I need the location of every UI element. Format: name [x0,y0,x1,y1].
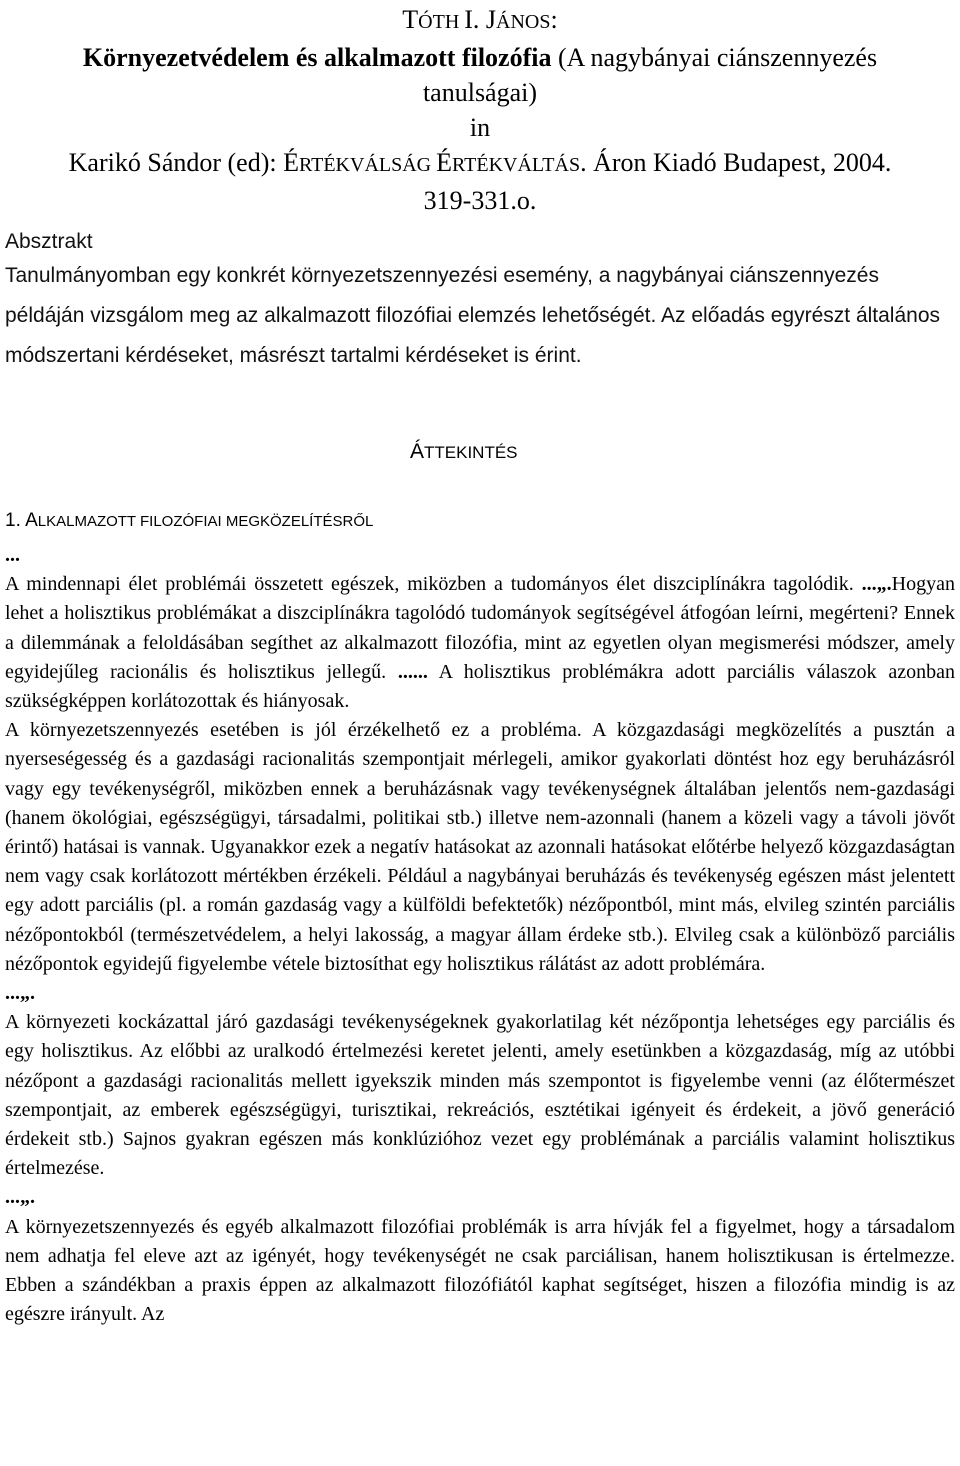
paragraph-2: A környezetszennyezés esetében is jól érzékelhető ez a probléma. A közgazdasági megközelítés a pusztán a nyerseségesség és a gazdasági racionalitás szempontjait mérlegeli, amikor gyakorlati döntést hoz egy beruházásról vagy egy tevékenységről, miközben ennek a beruházásnak vagy tevékenységnek általában jelentős nem-gazdasági (hanem ökológiai, egészségügyi, társadalmi, politikai stb.) illetve nem-azonnali (hanem a közeli vagy a távoli jövőt érintő) hatásai is vannak. Ugyanakkor ezek a negatív hatásokat az azonnali hatásokat előtérbe helyező közgazdaságtan nem vagy csak korlátozott mértékben érzékeli. Például a nagybányai beruházás és tevékenység egészen mást jelentett egy adott parciális (pl. a román gazdaság vagy a külföldi befektetők) nézőpontból, mint más, elvileg szintén parciális nézőpontokból (természetvédelem, a helyi lakosság, a magyar állam érdeke stb.). Elvileg csak a különböző parciális nézőpontok egyidejű figyelembe vétele biztosíthat egy holisztikus rálátást az adott problémára. [5,719,955,975]
overview-heading: ÁTTEKINTÉS [410,440,518,463]
editor: Karikó Sándor (ed): [68,148,284,177]
ellipsis-2: ...„. [5,982,35,1005]
in-line: in [469,113,491,142]
paragraph-1: A mindennapi élet problémái összetett egészek, miközben a tudományos élet diszciplínákra tagolódik. ...„.Hogyan lehet a holisztikus problémákat a diszciplínákra tagolódó tudományok segítségével átfogóan leírni, megérteni? Ennek a dilemmának a feloldásában segíthet az alkalmazott filozófia, mint az egyetlen olyan megismerési módszer, amely egyidejűleg racionális és holisztikus jellegű. ...... A holisztikus problémákra adott parciális válaszok azonban szükségképpen korlátozottak és hiányosak. [5,573,955,713]
abstract-body: Tanulmányomban egy konkrét környezetszennyezési esemény, a nagybányai ciánszennyezés példáján vizsgálom meg az alkalmazott filozófiai elemzés lehetőségét. Az előadás egyrészt általános módszertani kérdéseket, másrészt tartalmi kérdéseket is érint. [5,264,941,367]
author-line: TÓTH I. JÁNOS: [402,5,558,34]
ellipsis-1: ... [5,544,20,566]
citation-header [0,2,960,218]
book-line: Karikó Sándor (ed): ÉRTÉKVÁLSÁG ÉRTÉKVÁLTÁS. Áron Kiadó Budapest, 2004. [68,148,892,177]
article-subtitle: (A nagybányai ciánszennyezés [551,43,878,72]
article-title: Környezetvédelem és alkalmazott filozófia [82,43,552,72]
abstract [5,228,955,376]
title-line-2: tanulságai) [422,78,538,107]
paragraph-4: A környezetszennyezés és egyéb alkalmazott filozófiai problémák is arra hívják fel a figyelmet, hogy a társadalom nem adhatja fel eleve azt az igényét, hogy tevékenységét ne csak parciálisan, hanem holisztikusan is értelmezze. Ebben a szándékban a praxis éppen az alkalmazott filozófiától kaphat segítséget, hiszen a filozófia mindig is az egészre irányult. Az [5,1215,955,1326]
page-range: 319-331.o. [423,186,537,215]
main-text [5,541,955,1329]
publisher: . Áron Kiadó Budapest, 2004. [580,148,892,177]
abstract-title: Absztrakt [5,230,93,253]
section-heading-1: 1. ALKALMAZOTT FILOZÓFIAI MEGKÖZELÍTÉSRŐL [5,510,374,531]
ellipsis-3: ...„. [5,1186,35,1209]
paragraph-3: A környezeti kockázattal járó gazdasági tevékenységeknek gyakorlatilag két nézőpontja lehetséges egy parciális és egy holisztikus. Az előbbi az uralkodó értelmezési keretet jelenti, amely esetünkben a közgazdaság, míg az utóbbi nézőpont a gazdasági racionalitás mellett igyekszik minden más szempontot is figyelembe venni (az élőtermészet szempontjait, az emberek egészségügyi, turisztikai, rekreációs, esztétikai igényeit és érdekeit, a jövő generáció érdekeit stb.) Sajnos gyakran egészen más konklúzióhoz vezet egy problémának a parciális valamint holisztikus értelmezése. [5,1011,955,1180]
title-line [0,40,960,75]
